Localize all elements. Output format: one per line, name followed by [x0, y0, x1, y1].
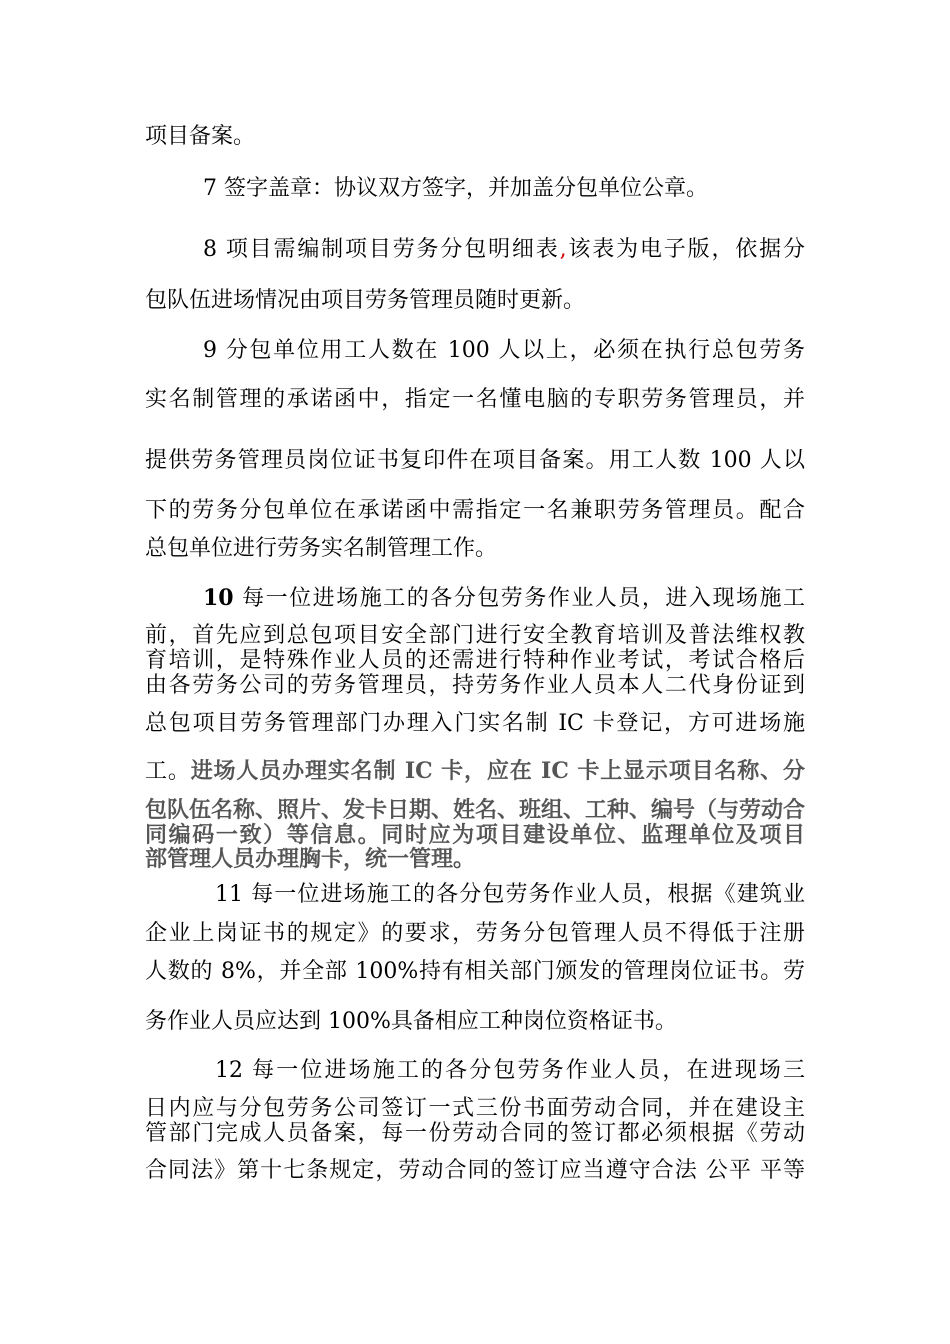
paragraph-12-line: 管部门完成人员备案，每一份劳动合同的签订都必须根据《劳动 — [145, 1121, 805, 1146]
red-comma: , — [559, 237, 567, 262]
paragraph-6-line: 项目备案。 — [145, 124, 256, 149]
paragraph-10-line: 总包项目劳务管理部门办理入门实名制 IC 卡登记，方可进场施 — [145, 711, 805, 736]
paragraph-10-line-1: 10 每一位进场施工的各分包劳务作业人员，进入现场施工 — [203, 585, 805, 611]
paragraph-11-line: 11 每一位进场施工的各分包劳务作业人员，根据《建筑业 — [215, 882, 805, 907]
paragraph-9-line: 9 分包单位用工人数在 100 人以上，必须在执行总包劳务 — [203, 338, 805, 363]
paragraph-10-line-bold: 工。进场人员办理实名制 IC 卡，应在 IC 卡上显示项目名称、分 — [145, 758, 805, 784]
paragraph-9-line: 下的劳务分包单位在承诺函中需指定一名兼职劳务管理员。配合 — [145, 498, 805, 523]
paragraph-11-line: 企业上岗证书的规定》的要求，劳务分包管理人员不得低于注册 — [145, 921, 805, 946]
paragraph-12-line: 合同法》第十七条规定，劳动合同的签订应当遵守合法 公平 平等 — [145, 1158, 805, 1183]
paragraph-10-line: 前，首先应到总包项目安全部门进行安全教育培训及普法维权教 — [145, 623, 805, 648]
paragraph-10-number: 10 — [203, 585, 234, 611]
paragraph-7-line: 7 签字盖章：协议双方签字，并加盖分包单位公章。 — [203, 176, 708, 201]
paragraph-10-bold-line: 部管理人员办理胸卡，统一管理。 — [145, 846, 476, 872]
paragraph-9-line: 实名制管理的承诺函中，指定一名懂电脑的专职劳务管理员，并 — [145, 387, 805, 412]
paragraph-10-bold-line: 同编码一致）等信息。同时应为项目建设单位、监理单位及项目 — [145, 822, 805, 848]
paragraph-8-line-1: 8 项目需编制项目劳务分包明细表,该表为电子版，依据分 — [203, 237, 805, 262]
paragraph-10-line: 育培训，是特殊作业人员的还需进行特种作业考试，考试合格后 — [145, 648, 805, 673]
paragraph-11-line: 务作业人员应达到 100%具备相应工种岗位资格证书。 — [145, 1009, 677, 1034]
paragraph-9-line: 提供劳务管理员岗位证书复印件在项目备案。用工人数 100 人以 — [145, 448, 805, 473]
paragraph-12-line: 日内应与分包劳务公司签订一式三份书面劳动合同，并在建设主 — [145, 1096, 805, 1121]
paragraph-10-line: 由各劳务公司的劳务管理员，持劳务作业人员本人二代身份证到 — [145, 673, 805, 698]
paragraph-8-line-2: 包队伍进场情况由项目劳务管理员随时更新。 — [145, 288, 586, 313]
paragraph-9-line: 总包单位进行劳务实名制管理工作。 — [145, 536, 498, 561]
paragraph-11-line: 人数的 8%，并全部 100%持有相关部门颁发的管理岗位证书。劳 — [145, 959, 805, 984]
paragraph-12-line: 12 每一位进场施工的各分包劳务作业人员，在进现场三 — [215, 1058, 805, 1083]
paragraph-10-bold-line: 包队伍名称、照片、发卡日期、姓名、班组、工种、编号（与劳动合 — [145, 797, 806, 823]
